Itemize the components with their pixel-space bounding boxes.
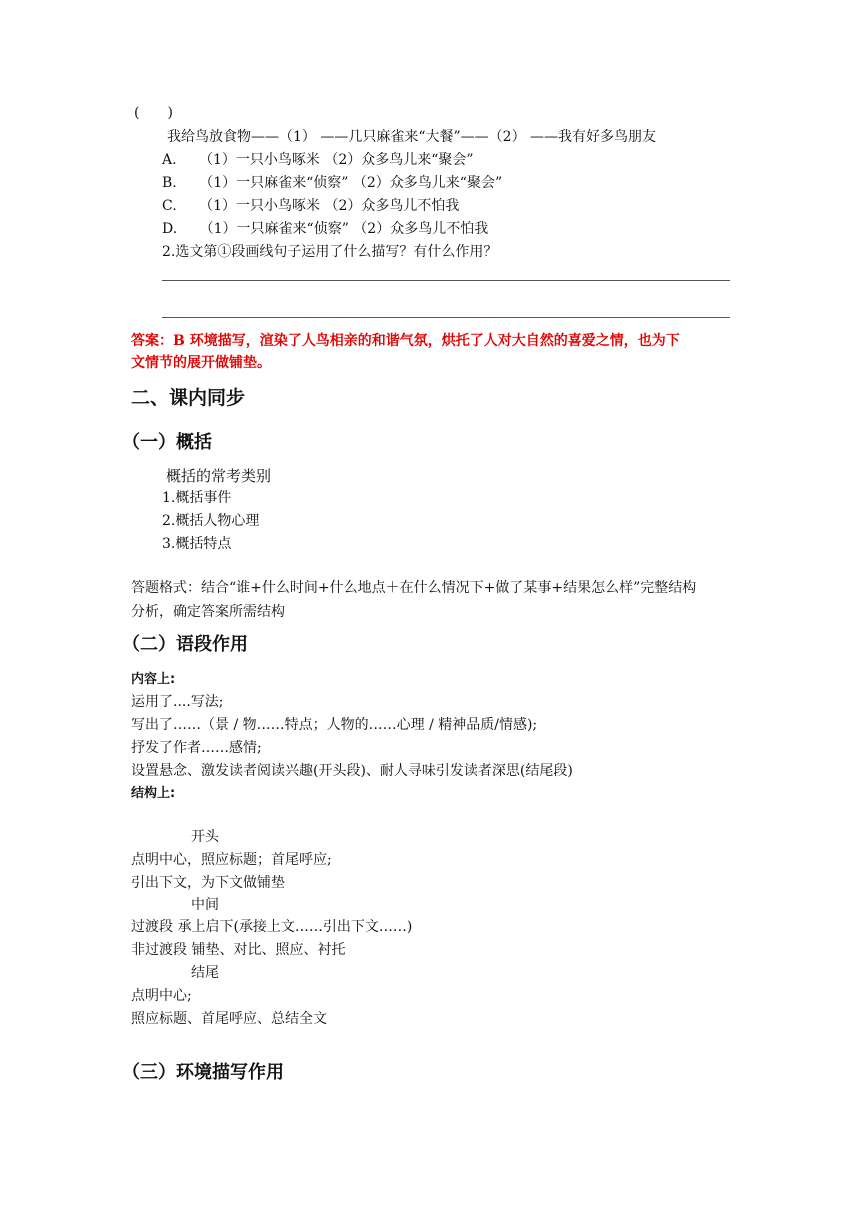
answer-format-line-2: 分析，确定答案所需结构 [131, 604, 285, 620]
subsection-title-paragraph-function: （二）语段作用 [122, 634, 248, 655]
content-item: 设置悬念、激发读者阅读兴趣(开头段)、耐人寻味引发读者深思(结尾段) [131, 763, 573, 779]
answer-line-1-text: 答案：B 环境描写，渲染了人鸟相亲的和谐气氛，烘托了人对大自然的喜爱之情，也为下 [131, 333, 680, 349]
middle-item: 非过渡段 铺垫、对比、照应、衬托 [131, 942, 346, 958]
content-item: 运用了....写法; [131, 694, 224, 710]
option-text: （1）一只麻雀来“侦察” （2）众多鸟儿不怕我 [199, 221, 489, 237]
summary-item: 3.概括特点 [162, 536, 232, 552]
ending-item: 点明中心; [131, 988, 192, 1004]
option-d [162, 220, 488, 238]
summary-item: 2.概括人物心理 [162, 513, 260, 529]
middle-item: 过渡段 承上启下(承接上文……引出下文……) [131, 919, 413, 935]
structure-label: 结构上: [131, 786, 176, 801]
content-label: 内容上: [131, 672, 176, 687]
option-text: （1）一只小鸟啄米 （2）众多鸟儿不怕我 [199, 198, 460, 214]
middle-label: 中间 [191, 897, 219, 913]
opening-item: 引出下文，为下文做铺垫 [131, 875, 285, 891]
option-b [162, 174, 502, 192]
section-title: 二、课内同步 [131, 387, 246, 409]
question-2: 2.选文第①段画线句子运用了什么描写？有什么作用？ [162, 244, 498, 260]
content-item: 写出了……（景 / 物……特点；人物的……心理 / 精神品质/情感); [131, 717, 538, 733]
answer-bracket: ( ) [134, 105, 173, 121]
summary-intro: 概括的常考类别 [166, 467, 272, 485]
content-item: 抒发了作者……感情; [131, 740, 262, 756]
option-text: （1）一只小鸟啄米 （2）众多鸟儿来“聚会” [199, 152, 474, 168]
subsection-title-summary: （一）概括 [122, 432, 212, 453]
question-stem: 我给鸟放食物——（1） ——几只麻雀来“大餐”——（2） ——我有好多鸟朋友 [167, 129, 657, 145]
summary-item: 1.概括事件 [162, 490, 232, 506]
subsection-title-environment: （三）环境描写作用 [122, 1062, 284, 1083]
option-text: （1）一只麻雀来“侦察” （2）众多鸟儿来“聚会” [199, 175, 503, 191]
answer-line-2 [162, 317, 730, 318]
answer-line-2-text: 文情节的展开做铺垫。 [131, 355, 271, 371]
answer-format-line-1: 答题格式：结合“谁+什么时间+什么地点＋在什么情况下+做了某事+结果怎么样”完整结构 [131, 580, 697, 596]
option-letter: D. [162, 221, 178, 237]
opening-item: 点明中心，照应标题；首尾呼应; [131, 852, 332, 868]
option-a [162, 151, 474, 169]
ending-label: 结尾 [191, 965, 219, 981]
option-c [162, 197, 459, 215]
option-letter: A. [162, 152, 177, 168]
answer-line-1 [162, 280, 730, 281]
ending-item: 照应标题、首尾呼应、总结全文 [131, 1011, 327, 1027]
option-letter: C. [162, 198, 177, 214]
opening-label: 开头 [191, 829, 219, 845]
option-letter: B. [162, 175, 177, 191]
